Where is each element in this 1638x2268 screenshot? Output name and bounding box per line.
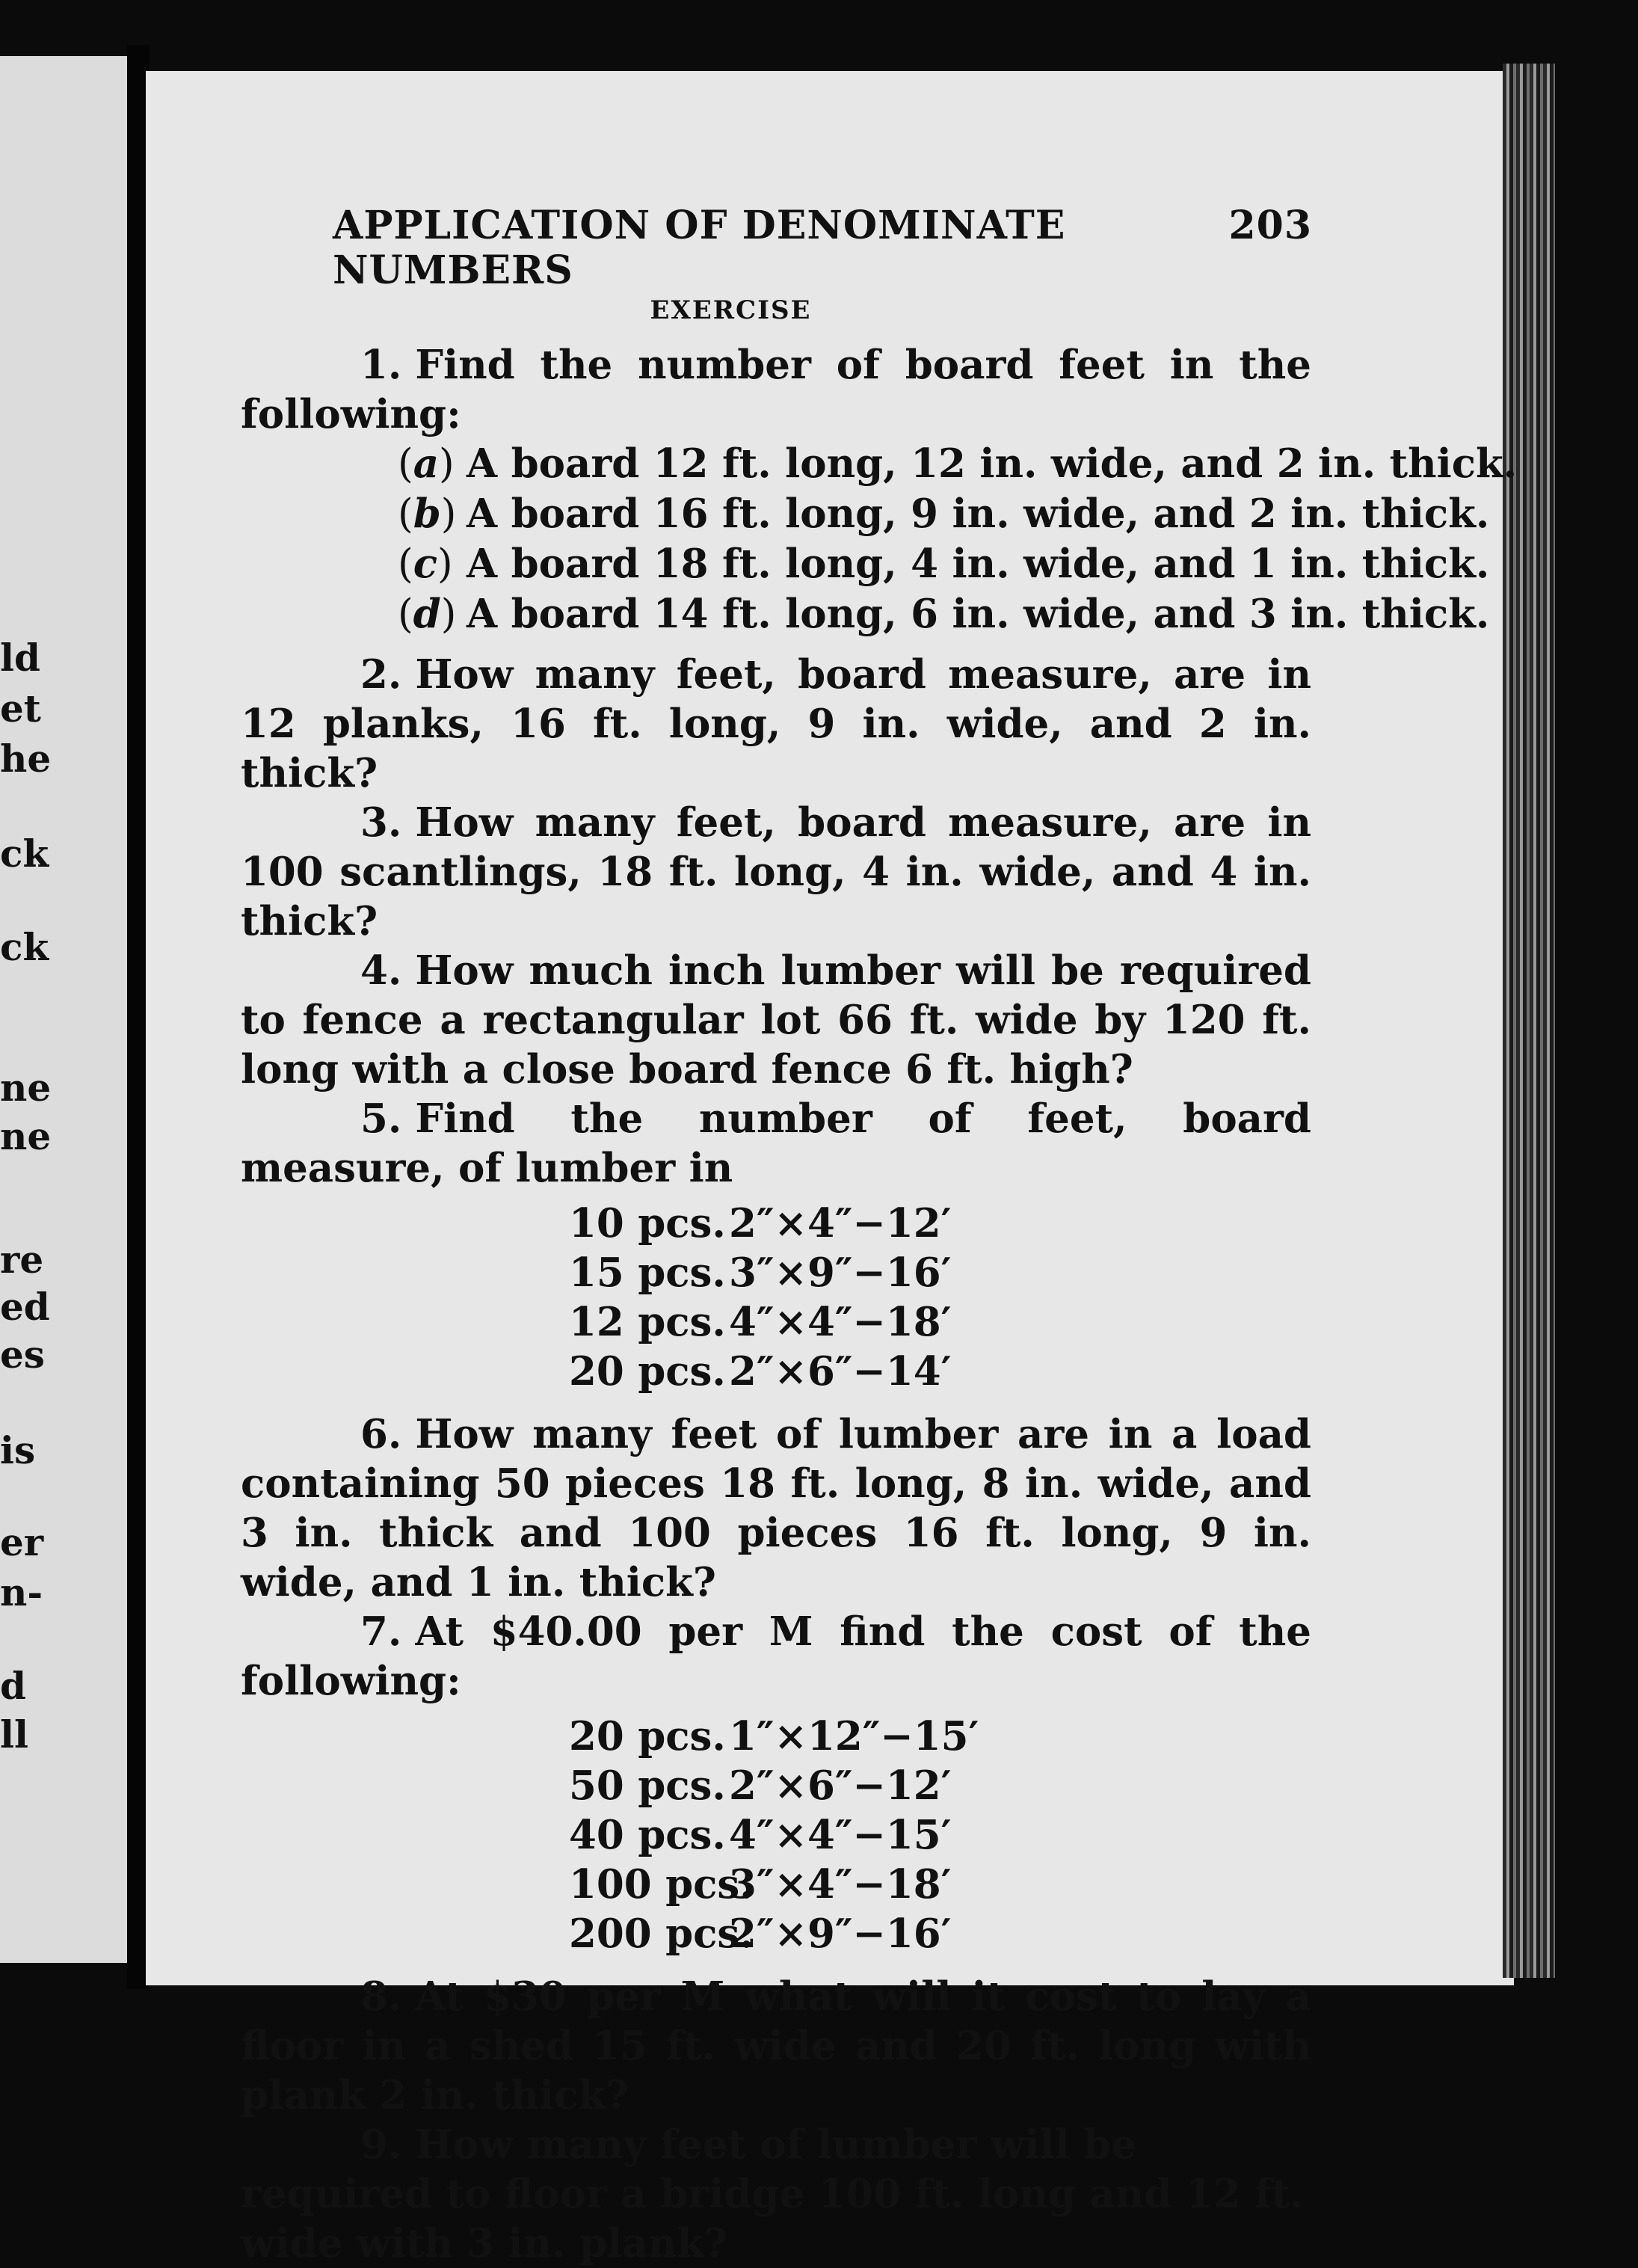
page-number: 203 [1228,203,1312,248]
problem-number: 4. [360,947,402,994]
left-page-edge [0,56,127,1963]
item-label: (a) [398,440,455,487]
problem-number: 2. [360,651,402,698]
lumber-dimensions: 4″×4″−18′ [729,1299,952,1345]
problem-text: How many feet, board measure, are in 100 scantlings, 18 ft. long, 4 in. wide, and 4 in. thick? [241,799,1311,944]
lumber-row [241,1347,1311,1396]
problem-5-lumber-list [241,1199,1311,1396]
problem-4 [241,946,1311,1094]
problem-number: 6. [360,1411,402,1457]
left-page-fragment: he [0,737,52,781]
left-page-fragment: d [0,1664,26,1708]
left-page-fragment: ck [0,925,49,969]
lumber-quantity: 10 pcs. [569,1200,726,1247]
problem-text: Find the number of board feet in the following: [241,342,1311,437]
item-text: A board 16 ft. long, 9 in. wide, and 2 in. thick. [467,491,1490,537]
left-page-fragment: ck [0,832,49,876]
lumber-row [241,1199,1311,1248]
left-page-fragment: is [0,1428,36,1472]
left-page-fragment: et [0,686,41,731]
lumber-dimensions: 1″×12″−15′ [729,1713,979,1760]
lumber-quantity: 20 pcs. [569,1713,726,1760]
lumber-dimensions: 2″×9″−16′ [729,1911,952,1957]
problem-number: 1. [360,342,402,388]
lumber-dimensions: 2″×6″−14′ [729,1348,952,1395]
lumber-quantity: 12 pcs. [569,1299,726,1345]
lumber-dimensions: 2″×4″−12′ [729,1200,952,1247]
problem-1-items [241,439,1518,639]
lumber-row [241,1810,1311,1860]
lumber-row [241,1860,1311,1909]
lumber-dimensions: 4″×4″−15′ [729,1812,952,1858]
problem-text: At $40.00 per M find the cost of the following: [241,1608,1311,1704]
problem-1-item-a [398,439,1518,489]
problem-9 [241,2120,1311,2268]
lumber-quantity: 200 pcs. [569,1911,754,1957]
problem-8 [241,1972,1311,2120]
left-page-fragment: er [0,1520,44,1564]
problem-7 [241,1607,1311,1706]
left-page-fragment: ne [0,1066,52,1110]
problem-1-item-c [398,539,1490,589]
problem-number: 7. [360,1608,402,1655]
lumber-row [241,1248,1311,1297]
lumber-quantity: 20 pcs. [569,1348,726,1395]
item-text: A board 12 ft. long, 12 in. wide, and 2 in. thick. [467,440,1518,487]
item-label: (c) [398,541,453,587]
left-page-fragment: re [0,1238,44,1282]
problem-text: How many feet of lumber will be required to floor a bridge 100 ft. long and 12 ft. wide with 3 in. plank? [241,2121,1304,2267]
left-page-fragment: ll [0,1712,28,1757]
lumber-row [241,1297,1311,1347]
problem-7-lumber-list [241,1712,1311,1958]
left-page-fragment: n- [0,1570,43,1614]
problem-text: Find the number of feet, board measure, of lumber in [241,1095,1311,1191]
lumber-quantity: 40 pcs. [569,1812,726,1858]
problem-text: How much inch lumber will be required to fence a rectangular lot 66 ft. wide by 120 ft. long with a close board fence 6 ft. high? [241,947,1311,1092]
page-edges [1503,64,1555,1978]
problem-1-item-d [398,589,1490,639]
lumber-row [241,1761,1311,1810]
lumber-dimensions: 3″×9″−16′ [729,1250,952,1296]
problem-1-item-b [398,489,1490,539]
problem-number: 3. [360,799,402,846]
exercise-body [241,340,1518,2268]
problem-text: How many feet of lumber are in a load containing 50 pieces 18 ft. long, 8 in. wide, and 3 in. thick and 100 pieces 16 ft. long, 9 in. wide, and 1 in. thick? [241,1411,1311,1605]
item-text: A board 14 ft. long, 6 in. wide, and 3 in. thick. [467,591,1490,637]
item-label: (b) [398,491,457,537]
lumber-dimensions: 3″×4″−18′ [729,1861,952,1908]
left-page-fragment: ne [0,1114,52,1158]
running-head [333,203,1312,293]
lumber-dimensions: 2″×6″−12′ [729,1763,952,1809]
lumber-row [241,1712,1311,1761]
problem-2 [241,650,1311,798]
problem-3 [241,798,1311,946]
problem-number: 8. [360,1973,402,2020]
problem-number: 9. [360,2121,402,2168]
lumber-quantity: 15 pcs. [569,1250,726,1296]
lumber-quantity: 50 pcs. [569,1763,726,1809]
problem-text: How many feet, board measure, are in 12 planks, 16 ft. long, 9 in. wide, and 2 in. thick? [241,651,1311,796]
problem-6 [241,1410,1311,1607]
problem-5 [241,1094,1311,1193]
lumber-quantity: 100 pcs. [569,1861,754,1908]
lumber-row [241,1909,1311,1958]
left-page-fragment: ed [0,1285,50,1329]
problem-number: 5. [360,1095,402,1142]
problem-1 [241,340,1311,439]
left-page-fragment: es [0,1333,45,1377]
item-label: (d) [398,591,457,637]
exercise-heading: EXERCISE [650,295,812,325]
item-text: A board 18 ft. long, 4 in. wide, and 1 in. thick. [467,541,1490,587]
problem-text: At $30 per M what will it cost to lay a floor in a shed 15 ft. wide and 20 ft. long with plank 2 in. thick? [241,1973,1311,2118]
running-head-title: APPLICATION OF DENOMINATE NUMBERS [333,203,1066,293]
left-page-fragment: ld [0,636,40,680]
